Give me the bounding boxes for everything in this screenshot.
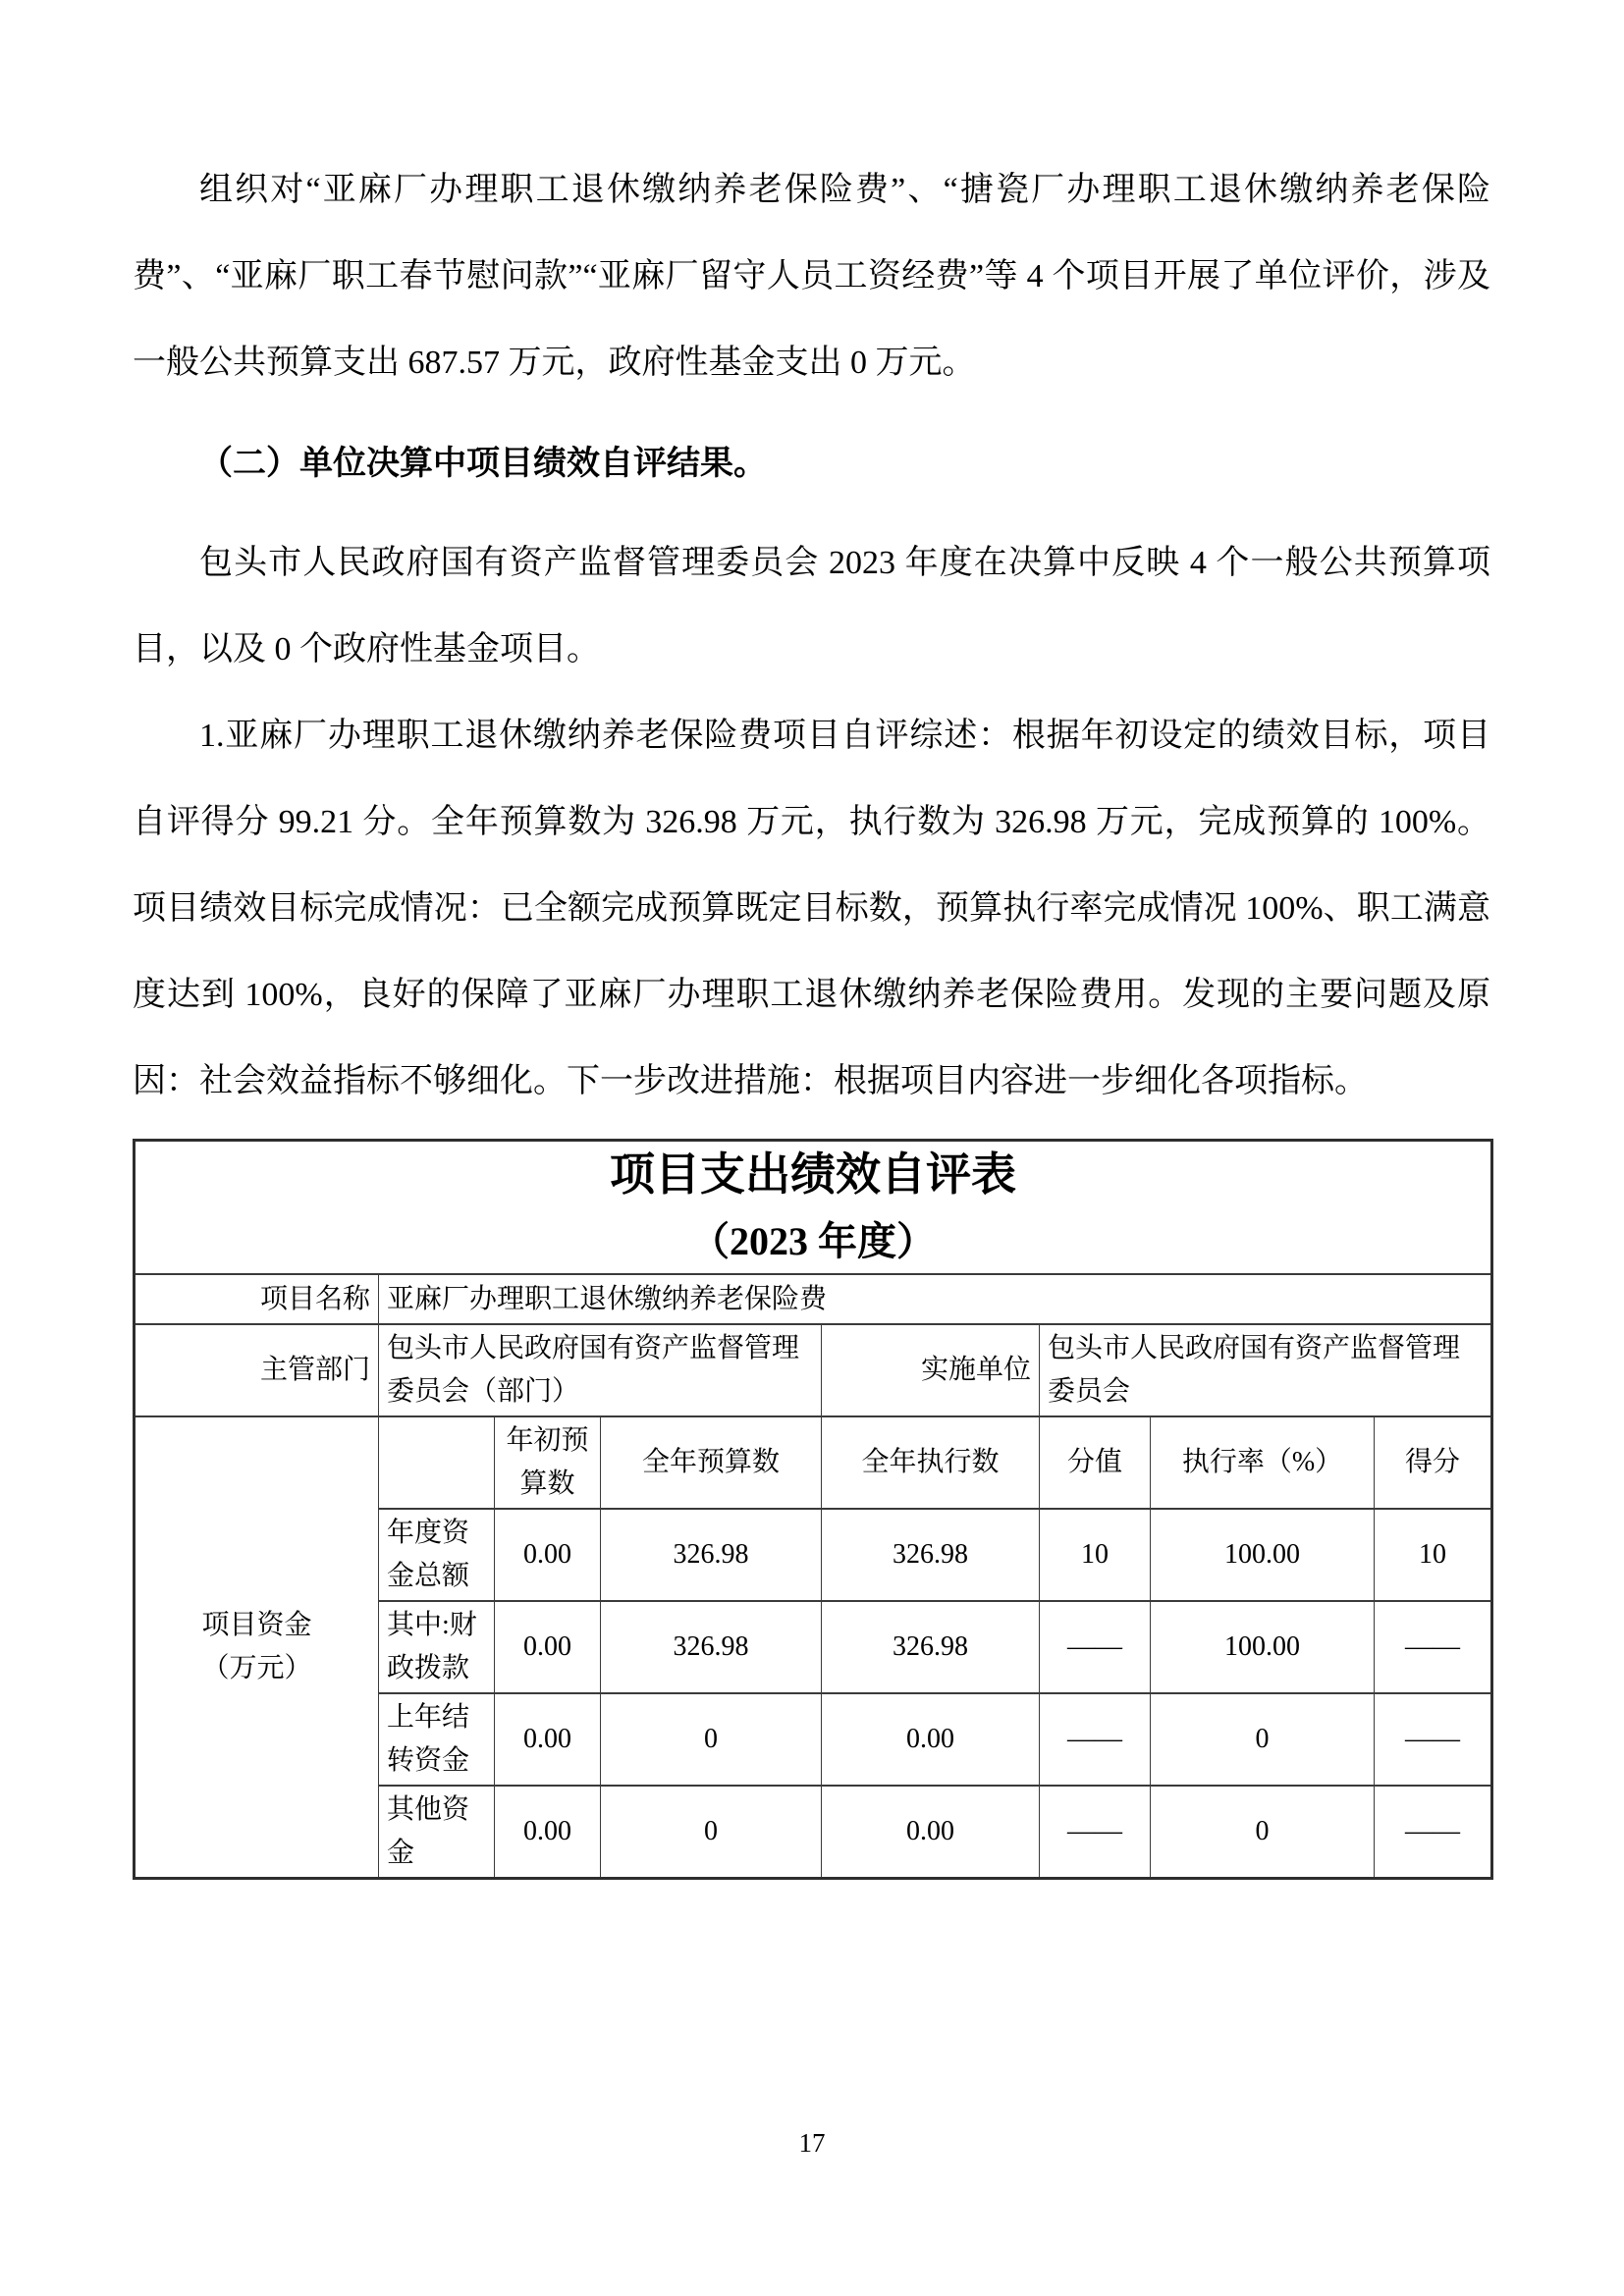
- cell-score: ——: [1375, 1601, 1492, 1693]
- cell-initial-budget: 0.00: [495, 1601, 601, 1693]
- cell-execution-rate: 100.00: [1151, 1509, 1375, 1601]
- department-row: [135, 1324, 1492, 1416]
- document-page: [133, 0, 1490, 1880]
- project-funds-label-line2: （万元）: [201, 1653, 312, 1683]
- cell-annual-budget: 0: [601, 1786, 822, 1879]
- cell-score: ——: [1375, 1786, 1492, 1879]
- cell-score: ——: [1375, 1693, 1492, 1786]
- implementing-unit-value: 包头市人民政府国有资产监督管理委员会: [1040, 1324, 1492, 1416]
- implementing-unit-label: 实施单位: [822, 1324, 1040, 1416]
- paragraph-flax-factory-summary: 1.亚麻厂办理职工退休缴纳养老保险费项目自评综述：根据年初设定的绩效目标，项目自评得分 99.21 分。全年预算数为 326.98 万元，执行数为 326.98 万元，完成预算的 100%。项目绩效目标完成情况：已全额完成预算既定目标数，预算执行率完成情况 100%、职工满意度达到 100%，良好的保障了亚麻厂办理职工退休缴纳养老保险费用。发现的主要问题及原因：社会效益指标不够细化。下一步改进措施：根据项目内容进一步细化各项指标。: [133, 718, 1490, 1099]
- table-title: 项目支出绩效自评表: [610, 1149, 1016, 1200]
- row-label: 上年结转资金: [379, 1693, 495, 1786]
- empty-corner-cell: [379, 1416, 495, 1509]
- row-label: 年度资金总额: [379, 1509, 495, 1601]
- project-funds-label-line1: 项目资金: [201, 1610, 312, 1640]
- performance-self-evaluation-table: [133, 1139, 1493, 1880]
- cell-annual-execution: 0.00: [822, 1786, 1040, 1879]
- page-number: 17: [798, 2128, 826, 2158]
- cell-annual-execution: 326.98: [822, 1509, 1040, 1601]
- project-name-value: 亚麻厂办理职工退休缴纳养老保险费: [379, 1274, 1492, 1324]
- cell-score-weight: ——: [1040, 1693, 1151, 1786]
- cell-execution-rate: 0: [1151, 1786, 1375, 1879]
- cell-initial-budget: 0.00: [495, 1693, 601, 1786]
- cell-score-weight: ——: [1040, 1601, 1151, 1693]
- row-label: 其中:财政拨款: [379, 1601, 495, 1693]
- row-label: 其他资金: [379, 1786, 495, 1879]
- department-value: 包头市人民政府国有资产监督管理委员会（部门）: [379, 1324, 822, 1416]
- cell-initial-budget: 0.00: [495, 1786, 601, 1879]
- paragraph-unit-evaluation: 组织对“亚麻厂办理职工退休缴纳养老保险费”、“搪瓷厂办理职工退休缴纳养老保险费”、“亚麻厂职工春节慰问款”“亚麻厂留守人员工资经费”等 4 个项目开展了单位评价，涉及一般公共预算支出 687.57 万元，政府性基金支出 0 万元。: [133, 172, 1490, 381]
- cell-score-weight: ——: [1040, 1786, 1151, 1879]
- header-annual-budget: 全年预算数: [601, 1416, 822, 1509]
- header-execution-rate: 执行率（%）: [1151, 1416, 1375, 1509]
- header-score-weight: 分值: [1040, 1416, 1151, 1509]
- header-initial-budget: 年初预算数: [495, 1416, 601, 1509]
- cell-initial-budget: 0.00: [495, 1509, 601, 1601]
- cell-annual-budget: 0: [601, 1693, 822, 1786]
- cell-execution-rate: 100.00: [1151, 1601, 1375, 1693]
- project-funds-label: [135, 1416, 379, 1879]
- cell-annual-budget: 326.98: [601, 1509, 822, 1601]
- header-score: 得分: [1375, 1416, 1492, 1509]
- cell-execution-rate: 0: [1151, 1693, 1375, 1786]
- section-heading-self-evaluation-results: （二）单位决算中项目绩效自评结果。: [199, 445, 767, 482]
- project-name-row: [135, 1274, 1492, 1324]
- table-subtitle: （2023 年度）: [690, 1219, 936, 1263]
- department-label: 主管部门: [135, 1324, 379, 1416]
- header-annual-execution: 全年执行数: [822, 1416, 1040, 1509]
- column-header-row: [135, 1416, 1492, 1509]
- cell-annual-execution: 326.98: [822, 1601, 1040, 1693]
- cell-score-weight: 10: [1040, 1509, 1151, 1601]
- table-title-cell: [135, 1141, 1492, 1275]
- cell-score: 10: [1375, 1509, 1492, 1601]
- cell-annual-execution: 0.00: [822, 1693, 1040, 1786]
- paragraph-project-counts: 包头市人民政府国有资产监督管理委员会 2023 年度在决算中反映 4 个一般公共预算项目，以及 0 个政府性基金项目。: [133, 545, 1490, 667]
- cell-annual-budget: 326.98: [601, 1601, 822, 1693]
- table-title-row: [135, 1141, 1492, 1275]
- project-name-label: 项目名称: [135, 1274, 379, 1324]
